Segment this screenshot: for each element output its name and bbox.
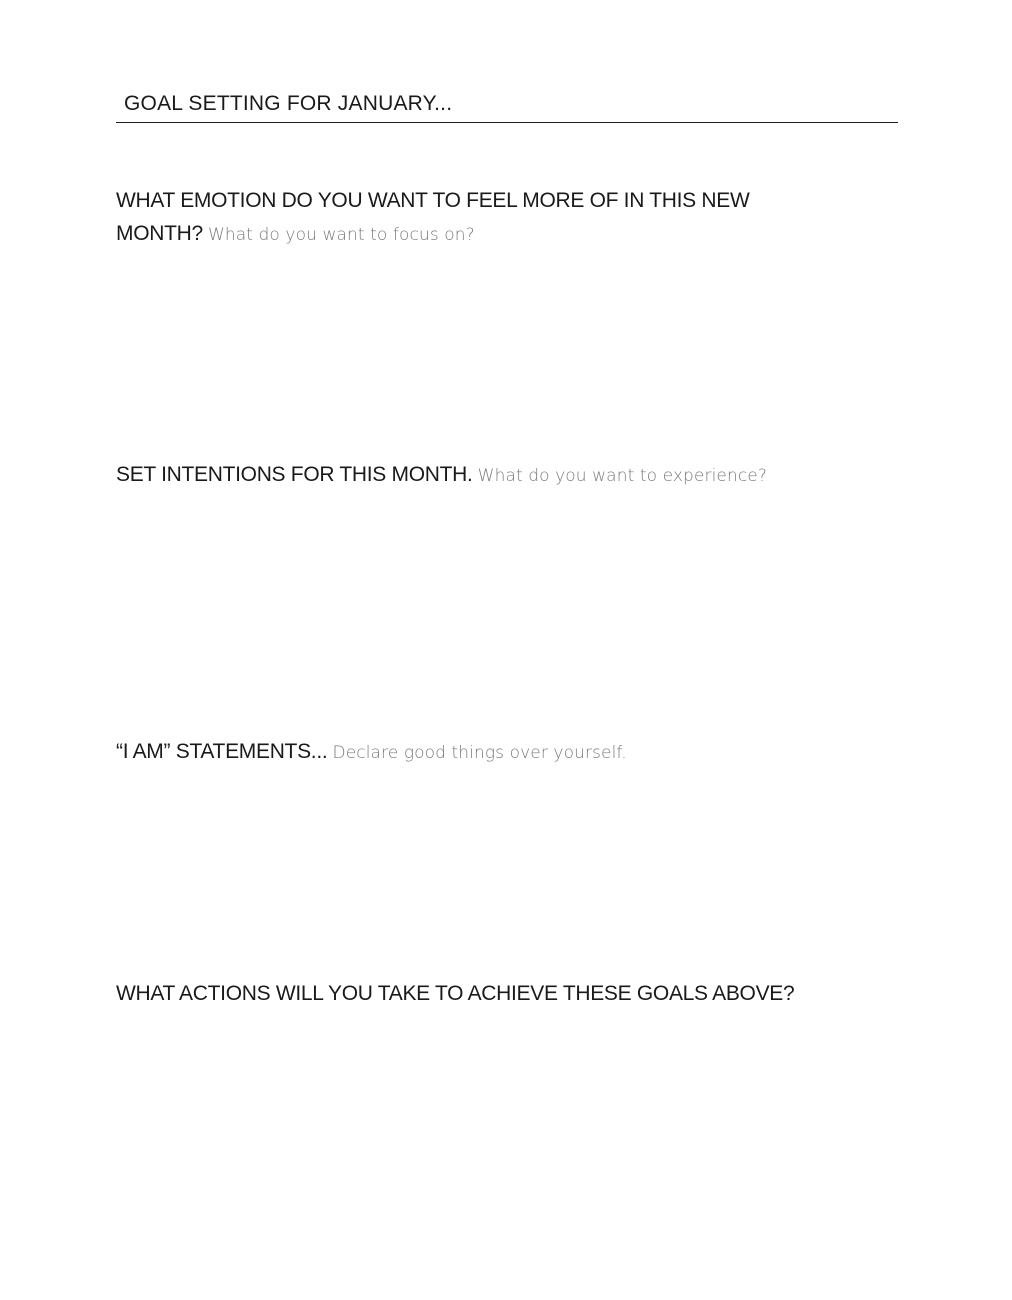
section-heading: SET INTENTIONS FOR THIS MONTH. (116, 463, 473, 486)
section-hint: What do you want to focus on? (207, 225, 475, 245)
section-heading: “I AM” STATEMENTS... (116, 740, 328, 763)
writing-space-intentions[interactable] (116, 500, 898, 720)
section-actions (116, 979, 876, 1010)
writing-space-emotion[interactable] (116, 260, 898, 440)
page-title: GOAL SETTING FOR JANUARY... (124, 92, 453, 115)
title-divider (116, 122, 898, 123)
writing-space-actions[interactable] (116, 1020, 898, 1250)
section-hint: What do you want to experience? (477, 466, 767, 486)
section-intentions (116, 460, 876, 491)
section-i-am-statements (116, 737, 876, 768)
section-heading: WHAT ACTIONS WILL YOU TAKE TO ACHIEVE THESE GOALS ABOVE? (116, 982, 795, 1005)
section-emotion (116, 185, 836, 251)
writing-space-i-am[interactable] (116, 777, 898, 957)
section-heading: WHAT EMOTION DO YOU WANT TO FEEL MORE OF IN THIS NEW MONTH? (116, 189, 750, 245)
section-hint: Declare good things over yourself. (332, 743, 627, 763)
